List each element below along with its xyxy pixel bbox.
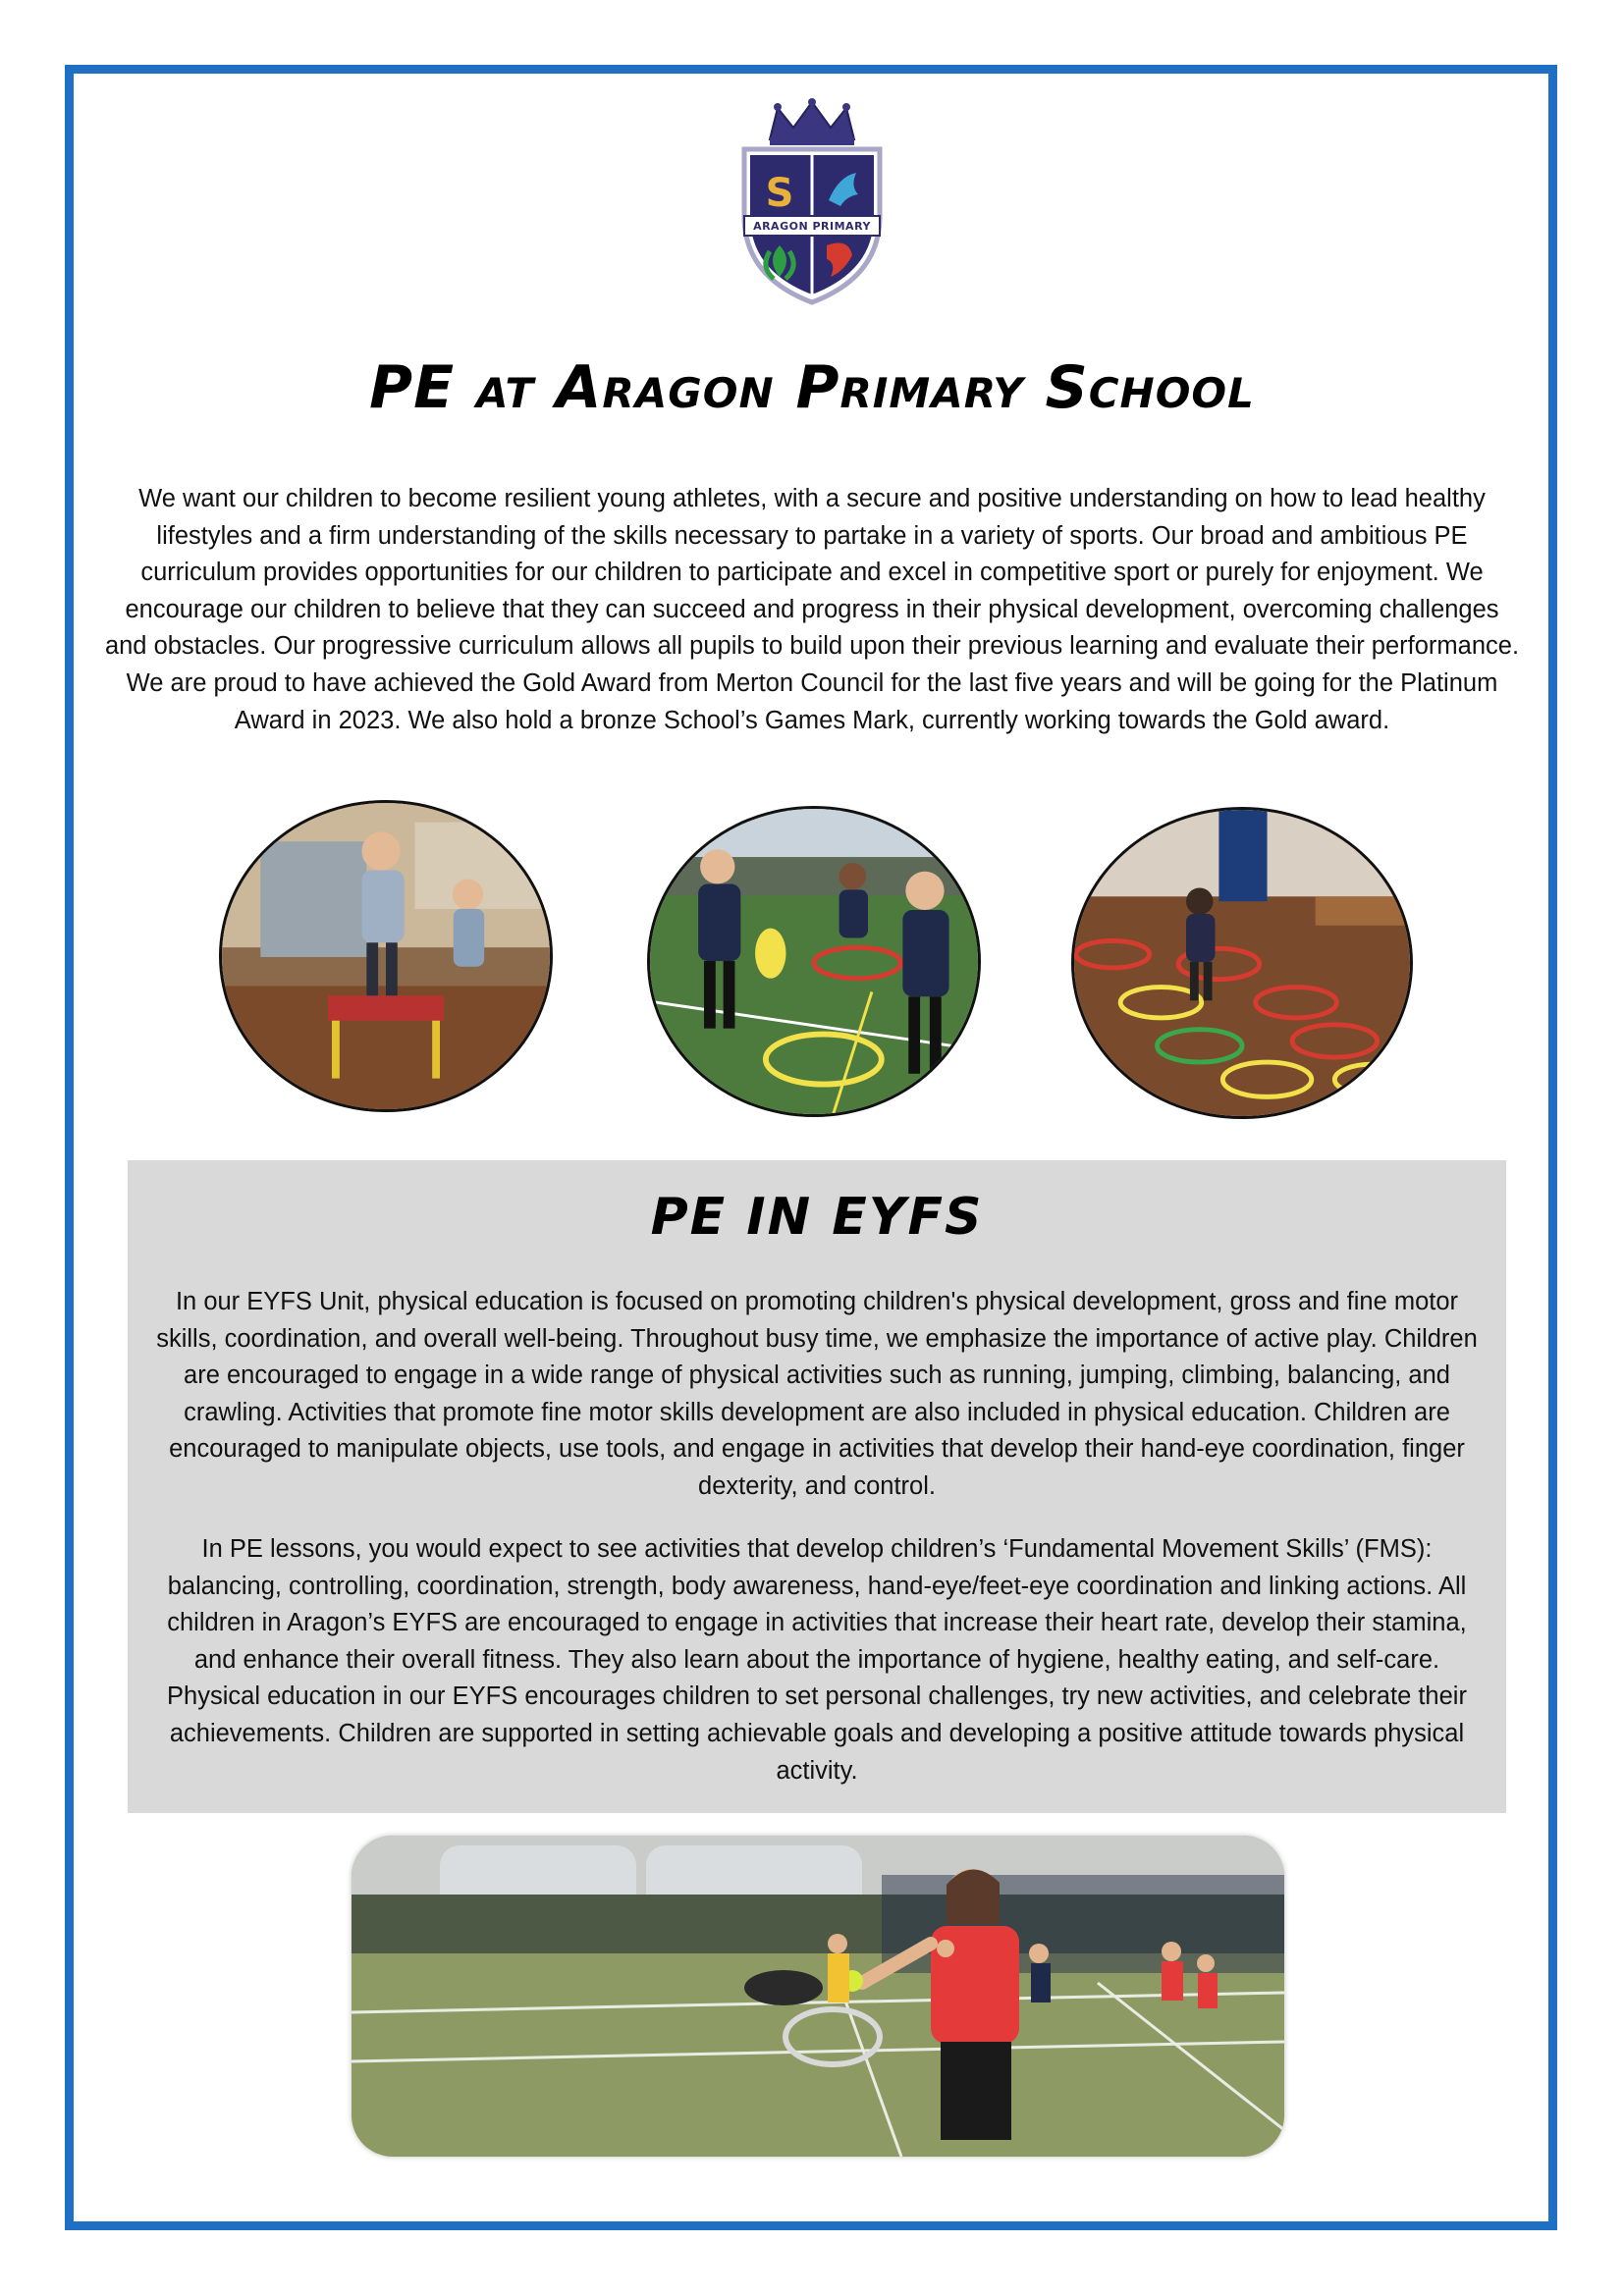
photo-indoor-hoops xyxy=(1071,807,1413,1119)
intro-paragraph: We want our children to become resilient young athletes, with a secure and positive understanding on how to lead healthy lifestyles and a firm understanding of the skills necessary to partake in a variety of sports. Our broad and ambitious PE curriculum provides opportunities for our children to participate and excel in competitive sport or purely for enjoyment. We encourage our children to believe that they can succeed and progress in their physical development, overcoming challenges and obstacles. Our progressive curriculum allows all pupils to build upon their previous learning and evaluate their performance. We are proud to have achieved the Gold Award from Merton Council for the last five years and will be going for the Platinum Award in 2023. We also hold a bronze School’s Games Mark, currently working towards the Gold award. xyxy=(104,485,1520,734)
eyfs-section xyxy=(128,1160,1506,1813)
eyfs-paragraph-1: In our EYFS Unit, physical education is focused on promoting children's physical development, gross and fine motor skills, coordination, and overall well-being. Throughout busy time, we emphasize the importance of active play. Children are encouraged to engage in a wide range of physical activities such as running, jumping, climbing, balancing, and crawling. Activities that promote fine motor skills development are also included in physical education. Children are encouraged to manipulate objects, use tools, and engage in activities that develop their hand-eye coordination, finger dexterity, and control. xyxy=(156,1288,1478,1500)
school-crest-logo xyxy=(731,98,893,306)
eyfs-paragraph-2: In PE lessons, you would expect to see activities that develop children’s ‘Fundamental Movement Skills’ (FMS): balancing, controlling, coordination, strength, body awareness, hand-eye/feet-eye coordination and linking actions. All children in Aragon’s EYFS are encouraged to engage in activities that increase their heart rate, develop their stamina, and enhance their overall fitness. They also learn about the importance of hygiene, healthy eating, and self-care. Physical education in our EYFS encourages children to set personal challenges, try new activities, and celebrate their achievements. Children are supported in setting achievable goals and developing a positive attitude towards physical activity. xyxy=(167,1535,1467,1785)
photo-indoor-balance xyxy=(219,800,553,1112)
crest-band-text: ARAGON PRIMARY xyxy=(753,220,871,233)
svg-text:S: S xyxy=(765,171,794,216)
photo-tennis-banner xyxy=(352,1836,1284,2157)
eyfs-title: PE IN EYFS xyxy=(650,1188,984,1247)
photo-outdoor-bat-hoop xyxy=(647,806,981,1117)
page-title: PE at Aragon Primary School xyxy=(369,353,1255,422)
